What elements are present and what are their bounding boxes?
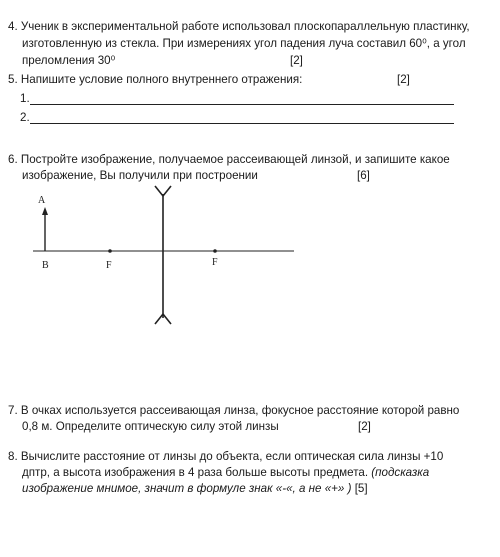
q6-line2: изображение, Вы получили при построении xyxy=(22,169,258,182)
label-A: A xyxy=(38,195,46,206)
object-arrowhead xyxy=(42,207,48,215)
q5-blank2-label: 2. xyxy=(20,111,30,124)
label-B: B xyxy=(42,260,49,271)
lens-diagram xyxy=(0,184,500,334)
q5-text: 5. Напишите условие полного внутреннего отражения: xyxy=(8,73,303,86)
q5-answer-line-1[interactable] xyxy=(30,104,454,105)
q4-line2: изготовленную из стекла. При измерениях угол падения луча составил 60⁰, а угол xyxy=(22,37,466,50)
q8-hint-start: (подсказка xyxy=(371,466,430,479)
q8-line2 xyxy=(22,465,429,480)
q4-mark: [2] xyxy=(290,54,303,67)
q8-hint-end: изображение мнимое, значит в формуле знак «-«, а не «+» ) xyxy=(22,482,352,495)
label-F-left: F xyxy=(106,260,112,271)
q6-mark: [6] xyxy=(357,169,370,182)
q5-blank1-label: 1. xyxy=(20,92,30,105)
q4-line1: 4. Ученик в экспериментальной работе использовал плоскопараллельную пластинку, xyxy=(8,20,470,33)
q7-mark: [2] xyxy=(358,420,371,433)
q8-line3 xyxy=(22,481,368,496)
q6-line1: 6. Постройте изображение, получаемое рассеивающей линзой, и запишите какое xyxy=(8,153,450,166)
q8-line2-text: дптр, а высота изображения в 4 раза больше высоты предмета. xyxy=(22,466,369,479)
q8-mark: [5] xyxy=(354,482,368,495)
q5-answer-line-2[interactable] xyxy=(30,123,454,124)
focus-point-left xyxy=(108,249,112,253)
label-F-right: F xyxy=(212,257,218,268)
q7-line1: 7. В очках используется рассеивающая линза, фокусное расстояние которой равно xyxy=(8,404,460,417)
q8-line1: 8. Вычислите расстояние от линзы до объекта, если оптическая сила линзы +10 xyxy=(8,450,444,463)
focus-point-right xyxy=(213,249,217,253)
q5-mark: [2] xyxy=(397,73,410,86)
q4-line3: преломления 30⁰ xyxy=(22,54,116,67)
q7-line2: 0,8 м. Определите оптическую силу этой линзы xyxy=(22,420,279,433)
